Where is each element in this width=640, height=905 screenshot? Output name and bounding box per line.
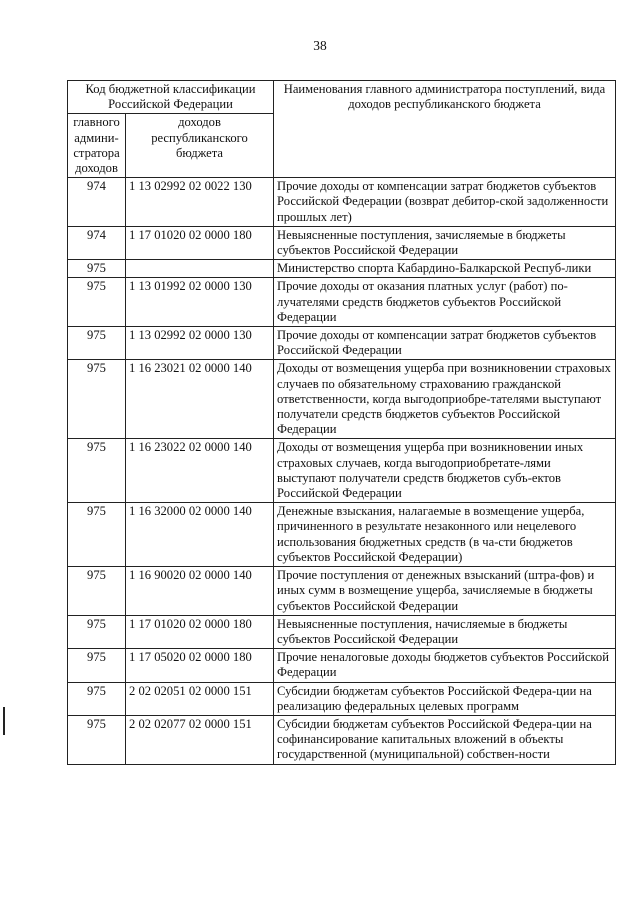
- table-row: [68, 615, 616, 648]
- header-republic-income: доходов республиканского бюджета: [126, 114, 274, 178]
- admin-code-cell: 975: [68, 715, 126, 764]
- admin-code-cell: 975: [68, 439, 126, 503]
- table-row: [68, 278, 616, 327]
- income-name-cell: Прочие доходы от оказания платных услуг (работ) по-лучателями средств бюджетов субъектов Российской Федерации: [274, 278, 616, 327]
- income-code-cell: [126, 260, 274, 278]
- income-name-cell: Денежные взыскания, налагаемые в возмещение ущерба, причиненного в результате незаконного или нецелевого использования бюджетных средств (в ча-сти бюджетов субъектов Российской Федерации): [274, 503, 616, 567]
- income-code-cell: 1 17 01020 02 0000 180: [126, 615, 274, 648]
- income-code-cell: 1 16 23022 02 0000 140: [126, 439, 274, 503]
- income-code-cell: 1 17 01020 02 0000 180: [126, 226, 274, 259]
- admin-code-cell: 975: [68, 327, 126, 360]
- income-name-cell: Доходы от возмещения ущерба при возникновении иных страховых случаев, когда выгодоприобретате-лями выступают получатели средств бюджетов субъ-ектов Российской Федерации: [274, 439, 616, 503]
- budget-classification-table: [67, 80, 616, 765]
- income-code-cell: 1 16 32000 02 0000 140: [126, 503, 274, 567]
- table-row: [68, 503, 616, 567]
- income-name-cell: Невыясненные поступления, начисляемые в бюджеты субъектов Российской Федерации: [274, 615, 616, 648]
- income-code-cell: 1 13 02992 02 0022 130: [126, 178, 274, 227]
- admin-code-cell: 975: [68, 649, 126, 682]
- table-header-row-1: [68, 81, 616, 114]
- admin-code-cell: 975: [68, 682, 126, 715]
- admin-code-cell: 974: [68, 226, 126, 259]
- admin-code-cell: 974: [68, 178, 126, 227]
- income-name-cell: Министерство спорта Кабардино-Балкарской Респуб-лики: [274, 260, 616, 278]
- income-name-cell: Доходы от возмещения ущерба при возникновении страховых случаев по обязательному страхованию гражданской ответственности, когда выгодоприобре-тателями выступают получатели средств бюджетов субъектов Российской Федерации: [274, 360, 616, 439]
- income-name-cell: Невыясненные поступления, зачисляемые в бюджеты субъектов Российской Федерации: [274, 226, 616, 259]
- income-name-cell: Субсидии бюджетам субъектов Российской Федера-ции на реализацию федеральных целевых программ: [274, 682, 616, 715]
- income-code-cell: 2 02 02051 02 0000 151: [126, 682, 274, 715]
- table-row: [68, 226, 616, 259]
- income-name-cell: Прочие доходы от компенсации затрат бюджетов субъектов Российской Федерации: [274, 327, 616, 360]
- income-name-cell: Субсидии бюджетам субъектов Российской Федера-ции на софинансирование капитальных вложений в объекты государственной (муниципальной) собствен-ности: [274, 715, 616, 764]
- table-row: [68, 360, 616, 439]
- scan-margin-mark: [3, 707, 5, 735]
- table-row: [68, 327, 616, 360]
- table-row: [68, 178, 616, 227]
- admin-code-cell: 975: [68, 278, 126, 327]
- income-code-cell: 1 13 02992 02 0000 130: [126, 327, 274, 360]
- income-code-cell: 1 17 05020 02 0000 180: [126, 649, 274, 682]
- admin-code-cell: 975: [68, 567, 126, 616]
- table-row: [68, 682, 616, 715]
- income-code-cell: 2 02 02077 02 0000 151: [126, 715, 274, 764]
- table-row: [68, 649, 616, 682]
- income-code-cell: 1 13 01992 02 0000 130: [126, 278, 274, 327]
- income-name-cell: Прочие поступления от денежных взысканий (штра-фов) и иных сумм в возмещение ущерба, зачисляемые в бюджеты субъектов Российской Федерации: [274, 567, 616, 616]
- admin-code-cell: 975: [68, 503, 126, 567]
- table-row: [68, 439, 616, 503]
- header-administrator-name: Наименования главного администратора поступлений, вида доходов республиканского бюджета: [274, 81, 616, 178]
- income-code-cell: 1 16 90020 02 0000 140: [126, 567, 274, 616]
- admin-code-cell: 975: [68, 360, 126, 439]
- table-row: [68, 260, 616, 278]
- income-code-cell: 1 16 23021 02 0000 140: [126, 360, 274, 439]
- table-row: [68, 567, 616, 616]
- table-body: [68, 178, 616, 764]
- income-name-cell: Прочие доходы от компенсации затрат бюджетов субъектов Российской Федерации (возврат дебитор-ской задолженности прошлых лет): [274, 178, 616, 227]
- header-classification-code: Код бюджетной классификации Российской Федерации: [68, 81, 274, 114]
- table-row: [68, 715, 616, 764]
- page-number: 38: [313, 38, 327, 53]
- income-name-cell: Прочие неналоговые доходы бюджетов субъектов Российской Федерации: [274, 649, 616, 682]
- header-chief-administrator: главного админи-стратора доходов: [68, 114, 126, 178]
- admin-code-cell: 975: [68, 615, 126, 648]
- admin-code-cell: 975: [68, 260, 126, 278]
